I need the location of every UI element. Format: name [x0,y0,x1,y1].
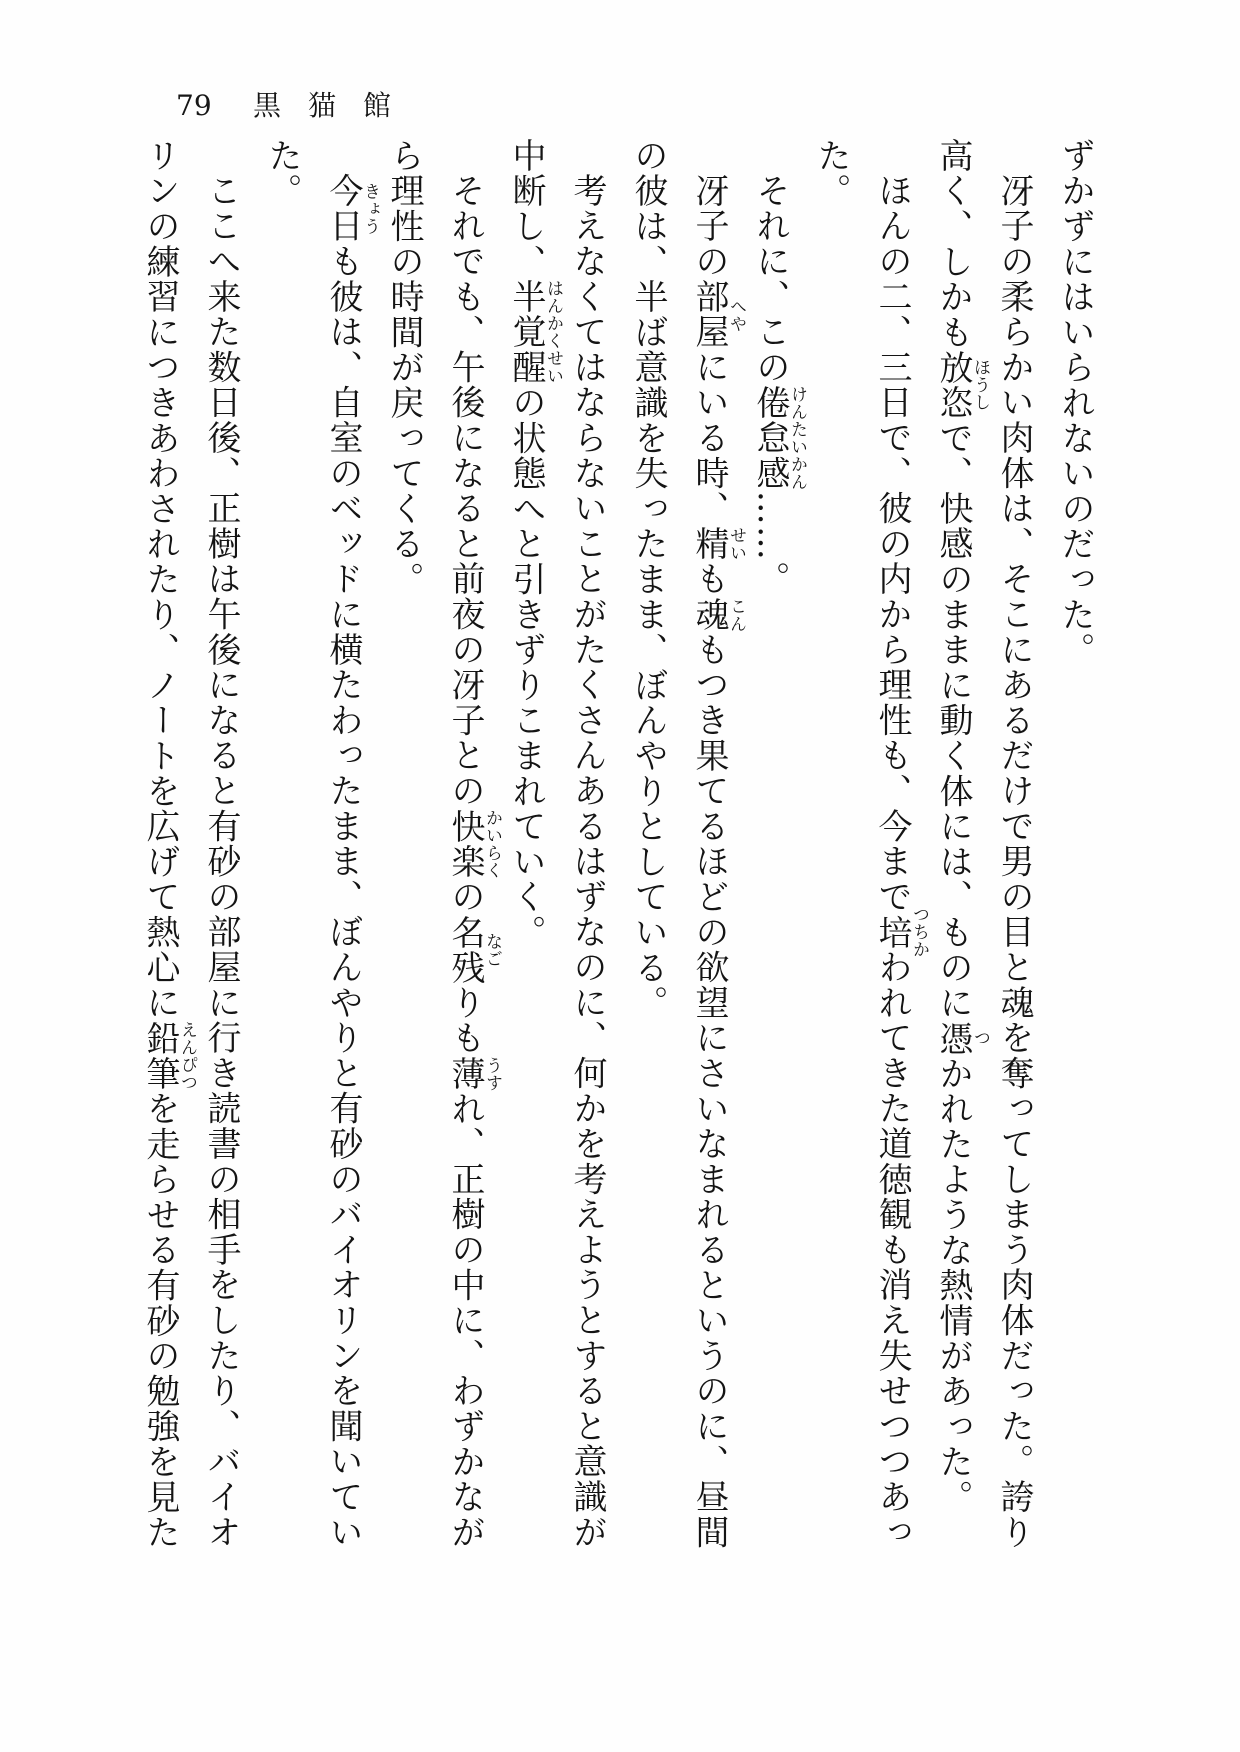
text-column: 今日 きょう も彼は、自室のベッドに横たわったまま、ぼんやりと有砂のバイオリンを聞いてい [323,173,380,1551]
ruby-base: 薄 うす [445,1055,502,1092]
text-column: 中断し、半覚醒 はんかくせい の状態へと引きずりこまれていく。 [506,138,563,950]
ruby-base: 倦怠感 けんたいかん [750,385,807,492]
text-column: 考えなくてはならないことがたくさんあるはずなのに、何かを考えようとすると意識が [567,173,607,1550]
ruby-base: 快楽 かいらく [445,808,502,880]
furigana: ほうし [970,358,990,412]
text-column: ここへ来た数日後、正樹は午後になると有砂の部屋に行き読書の相手をしたり、バイオ [201,173,241,1550]
text-column: た。 [811,138,851,209]
text-column: リンの練習につきあわされたり、ノートを広げて熱心に鉛筆 えんぴつ を走らせる有砂の勉強を見た [140,138,197,1551]
ruby-base: 鉛筆 えんぴつ [140,1020,197,1092]
furigana: つ [970,1029,990,1047]
ruby-base: 精 せい [689,526,746,562]
text-column: の彼は、半ば意識を失ったまま、ぼんやりとしている。 [628,138,668,1021]
ruby-base: 魂 こん [689,596,746,633]
book-title: 黒猫館 [253,89,419,122]
text-column: 冴子の柔らかい肉体は、そこにあるだけで男の目と魂を奪ってしまう肉体だった。誇り [994,173,1034,1550]
ruby-base: 放恣 ほうし [933,349,990,421]
ruby-base: 名残 なご [445,914,502,986]
furigana: はんかくせい [543,279,563,385]
ruby-base: 今日 きょう [323,173,380,244]
furigana: うす [482,1056,502,1091]
text-column: 高く、しかも放恣 ほうし で、快感のままに動く体には、ものに憑 つ かれたような熱情があった。 [933,138,990,1515]
running-head [0,86,1240,126]
ruby-base: 部屋 へや [689,279,746,350]
text-column: ずかずにはいられないのだった。 [1055,138,1095,668]
text-column: ら理性の時間が戻ってくる。 [384,138,424,597]
vertical-text-block [129,138,1105,1550]
text-column: た。 [262,138,302,209]
ruby-base: 憑 つ [933,1020,990,1056]
text-column: それに、この倦怠感 けんたいかん ……。 [750,173,807,597]
furigana: せい [726,526,746,562]
furigana: えんぴつ [177,1020,197,1091]
furigana: けんたいかん [787,385,807,491]
furigana: こん [726,597,746,633]
furigana: なご [482,932,502,968]
text-column: 冴子の部屋 へや にいる時、精 せい も魂 こん もつき果てるほどの欲望にさいなまれるというのに、昼間 [689,173,746,1551]
furigana: つちか [909,906,929,959]
furigana: かいらく [482,809,502,879]
text-column: それでも、午後になると前夜の冴子との快楽 かいらく の名残 なご りも薄 うす れ、正樹の中に、わずかなが [445,173,502,1551]
furigana: きょう [360,182,380,235]
furigana: へや [726,297,746,332]
ruby-base: 培 つちか [872,906,929,959]
ruby-base: 半覚醒 はんかくせい [506,279,563,386]
page-number: 79 [176,89,212,122]
text-column: ほんの二、三日で、彼の内から理性も、今まで培 つちか われてきた道徳観も消え失せつつあっ [872,173,929,1551]
